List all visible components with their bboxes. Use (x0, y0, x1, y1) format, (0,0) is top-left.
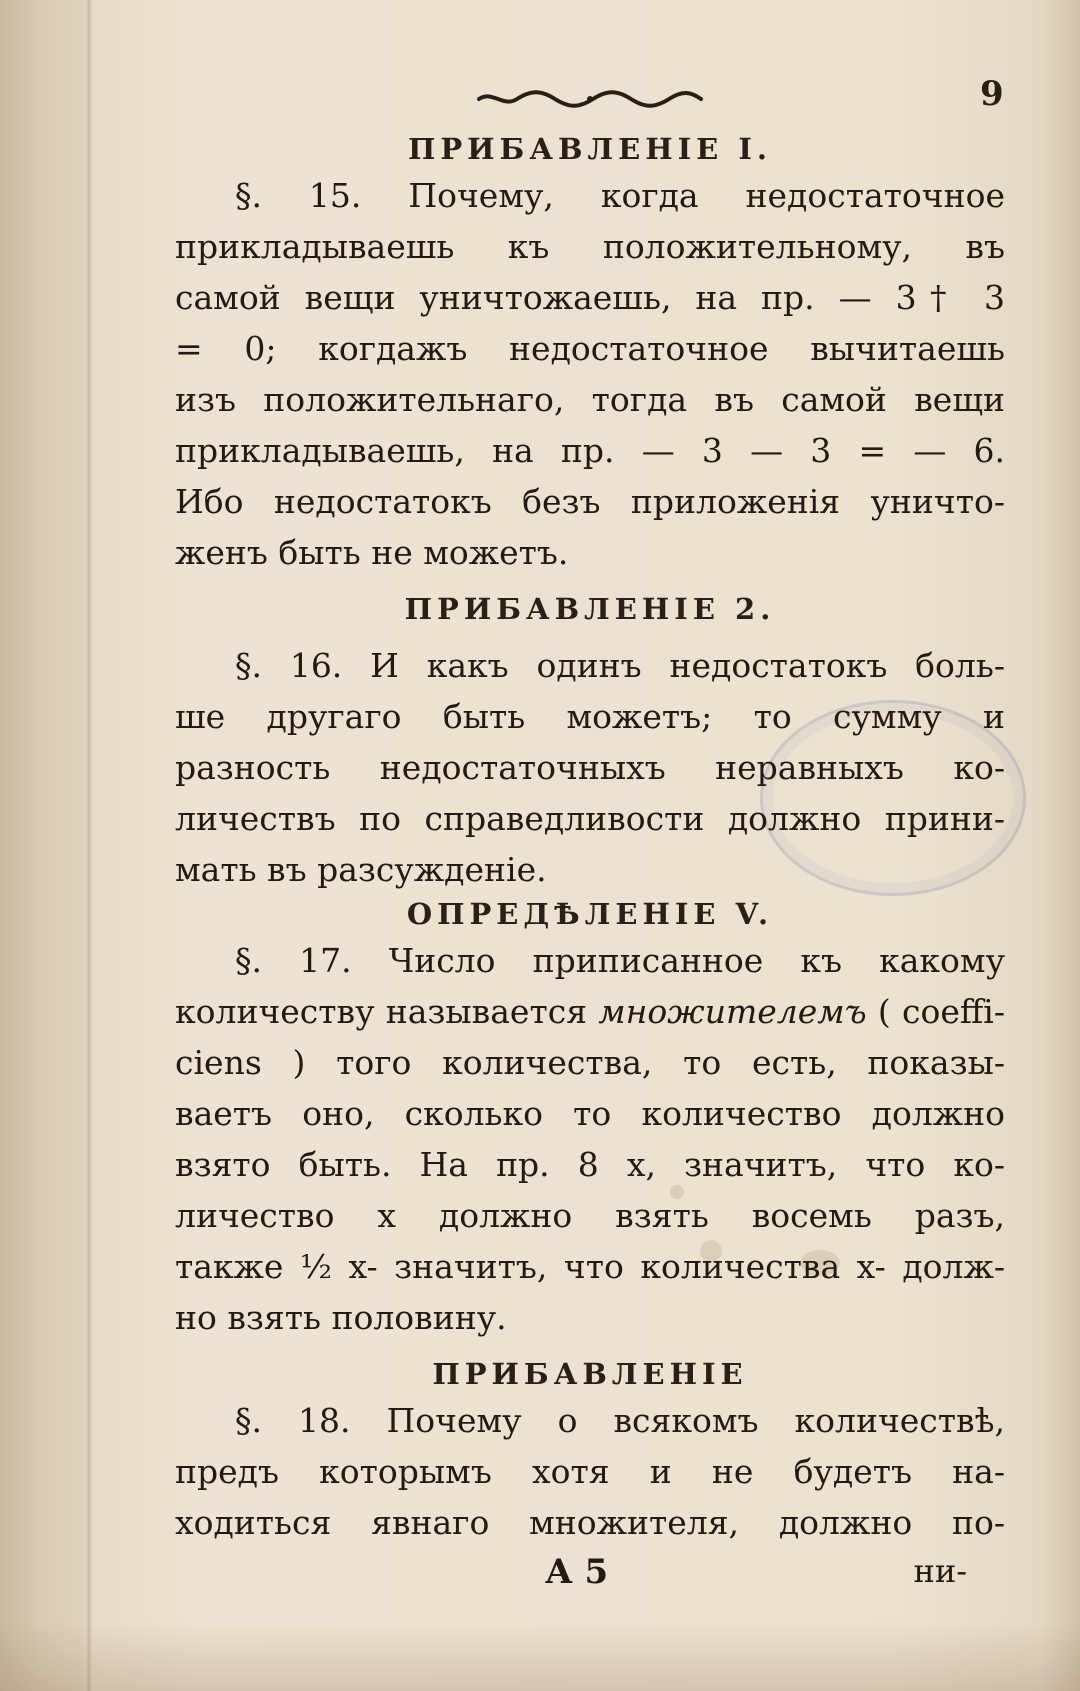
text-line: взято быть. На пр. 8 x, значитъ, что ко- (175, 1145, 1005, 1184)
paragraph-15 (175, 170, 1005, 578)
paragraph-16 (175, 640, 1005, 895)
text-line: самой вещи уничтожаешь, на пр. — 3† 3 (175, 278, 1005, 317)
text-line: разность недостаточныхъ неравныхъ ко- (175, 748, 1005, 787)
page-footer (175, 1552, 1005, 1612)
text-line: ше другаго быть можетъ; то сумму и (175, 697, 1005, 736)
book-gutter (0, 0, 90, 1691)
ornament-icon (475, 88, 705, 110)
text-line: женъ быть не можетъ. (175, 533, 569, 572)
section-heading: ПРИБАВЛЕНІЕ (432, 1357, 748, 1391)
text-line: личествъ по справедливости должно прини- (175, 799, 1005, 838)
text-line: личество x должно взять восемь разъ, (175, 1196, 1005, 1235)
text-line (175, 986, 1005, 1037)
text-line: ciens ) того количества, то есть, показы- (175, 1043, 1005, 1082)
paragraph-17 (175, 935, 1005, 1343)
text-line: изъ положительнаго, тогда въ самой вещи (175, 380, 1005, 419)
text-fragment: ( coeffi- (866, 992, 1005, 1031)
text-line: = 0; когдажъ недостаточное вычитаешь (175, 329, 1005, 368)
text-line: прикладываешь, на пр. — 3 — 3 = — 6. (175, 431, 1005, 470)
section-heading: ОПРЕДѢЛЕНІЕ V. (406, 897, 774, 931)
section-heading: ПРИБАВЛЕНІЕ I. (407, 132, 773, 166)
text-line: §. 18. Почему о всякомъ количествѣ, (235, 1401, 1005, 1440)
page-edge-shadow (86, 0, 92, 1691)
page-header (175, 70, 1005, 130)
text-fragment: количеству называется (175, 992, 599, 1031)
catchword: ни- (913, 1552, 967, 1590)
page-number: 9 (980, 74, 1004, 114)
text-line: §. 16. И какъ одинъ недостатокъ боль- (235, 646, 1005, 685)
text-line: но взять половину. (175, 1298, 507, 1337)
text-line: ваетъ оно, сколько то количество должно (175, 1094, 1005, 1133)
text-line: также ½ x- значитъ, что количества x- долж- (175, 1247, 1005, 1286)
italic-term: множителемъ (598, 992, 867, 1031)
page-content (175, 70, 1005, 1612)
paragraph-18 (175, 1395, 1005, 1548)
text-line: §. 15. Почему, когда недостаточное (235, 176, 1005, 215)
text-line: мать въ разсужденіе. (175, 850, 547, 889)
page-bottom-edge (0, 1621, 1080, 1691)
text-line: §. 17. Число приписанное къ какому (235, 941, 1005, 980)
signature-mark: А 5 (545, 1552, 609, 1592)
text-line: прикладываешь къ положительному, въ (175, 227, 1005, 266)
section-heading: ПРИБАВЛЕНІЕ 2. (404, 592, 776, 626)
text-line: Ибо недостатокъ безъ приложенія уничто- (175, 482, 1005, 521)
text-line: ходиться явнаго множителя, должно по- (175, 1503, 1005, 1542)
text-line: предъ которымъ хотя и не будетъ на- (175, 1452, 1005, 1491)
